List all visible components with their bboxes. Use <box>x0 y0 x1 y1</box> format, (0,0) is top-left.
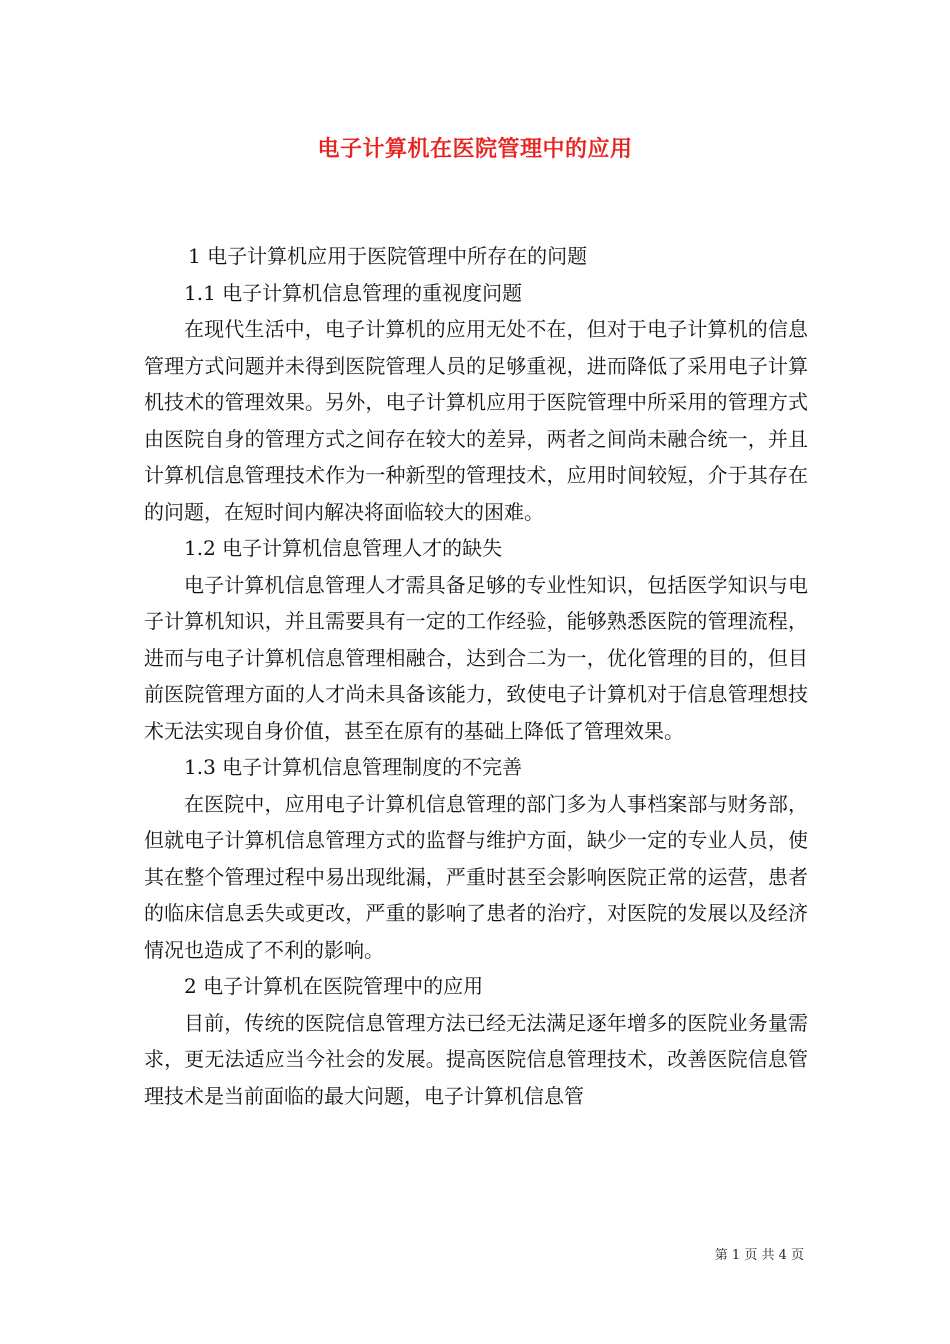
paragraph-1-3: 在医院中，应用电子计算机信息管理的部门多为人事档案部与财务部，但就电子计算机信息管理方式的监督与维护方面，缺少一定的专业人员，使其在整个管理过程中易出现纰漏，严重时甚至会影响医院正常的运营，患者的临床信息丢失或更改，严重的影响了患者的治疗，对医院的发展以及经济情况也造成了不利的影响。 <box>144 791 808 962</box>
page-number: 第 1 页 共 4 页 <box>714 1248 804 1263</box>
document-body <box>144 238 808 1114</box>
paragraph-1-1: 在现代生活中，电子计算机的应用无处不在，但对于电子计算机的信息管理方式问题并未得到医院管理人员的足够重视，进而降低了采用电子计算机技术的管理效果。另外，电子计算机应用于医院管理中所采用的管理方式由医院自身的管理方式之间存在较大的差异，两者之间尚未融合统一，并且计算机信息管理技术作为一种新型的管理技术，应用时间较短，介于其存在的问题，在短时间内解决将面临较大的困难。 <box>144 317 808 524</box>
subsection-heading-1-1: 1.1 电子计算机信息管理的重视度问题 <box>184 280 523 305</box>
section-heading-1: 1 电子计算机应用于医院管理中所存在的问题 <box>188 244 588 268</box>
paragraph-2: 目前，传统的医院信息管理方法已经无法满足逐年增多的医院业务量需求，更无法适应当今社会的发展。提高医院信息管理技术，改善医院信息管理技术是当前面临的最大问题，电子计算机信息管 <box>144 1010 808 1108</box>
document-title: 电子计算机在医院管理中的应用 <box>317 136 633 162</box>
subsection-heading-1-2: 1.2 电子计算机信息管理人才的缺失 <box>184 536 503 560</box>
paragraph-1-2: 电子计算机信息管理人才需具备足够的专业性知识，包括医学知识与电子计算机知识，并且需要具有一定的工作经验，能够熟悉医院的管理流程，进而与电子计算机信息管理相融合，达到合二为一，优化管理的目的，但目前医院管理方面的人才尚未具备该能力，致使电子计算机对于信息管理想技术无法实现自身价值，甚至在原有的基础上降低了管理效果。 <box>144 572 808 743</box>
section-heading-2: 2 电子计算机在医院管理中的应用 <box>184 974 484 998</box>
subsection-heading-1-3: 1.3 电子计算机信息管理制度的不完善 <box>184 755 523 779</box>
